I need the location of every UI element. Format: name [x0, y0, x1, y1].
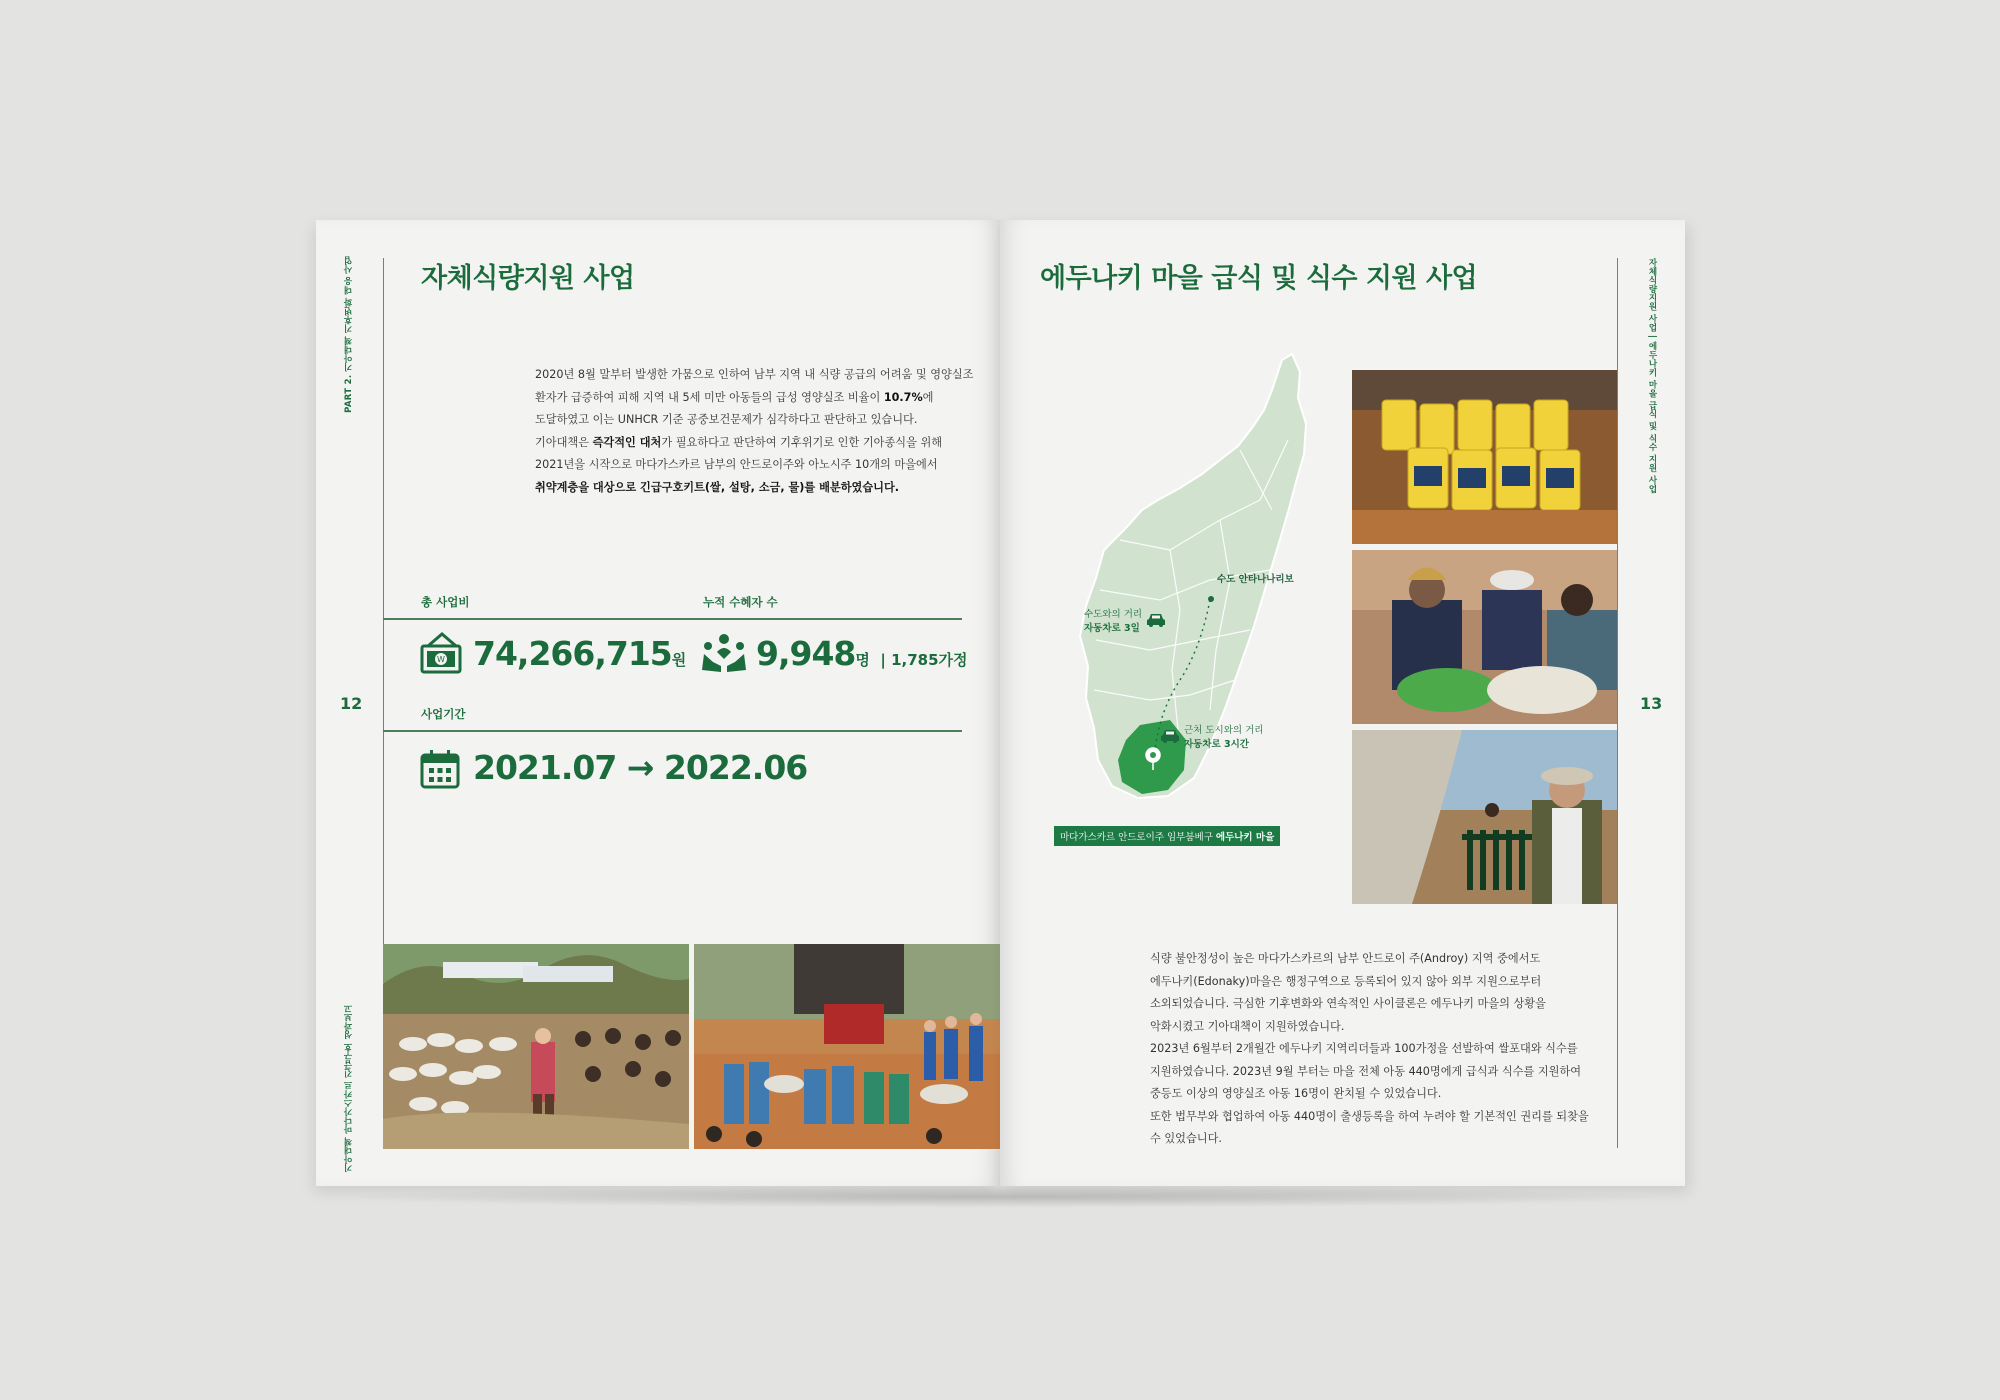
- left-side-label: PART 2. 기아대책 기후변화 대응 사업: [344, 256, 354, 413]
- photo-meal-preparation: [1352, 550, 1617, 724]
- emphasis-text: 취약계층을 대상으로 긴급구호키트(쌀, 설탕, 소금, 물)를 배분하였습니다.: [535, 480, 900, 494]
- right-paragraph-line: 또한 법무부와 협업하여 아동 440명이 출생등록을 하여 누려야 할 기본적인 권리를 되찾을: [1150, 1109, 1589, 1123]
- village-caption-bold: 에두나키 마을: [1215, 832, 1275, 843]
- body-text: 도달하였고 이는 UNHCR 기준 공중보건문제가 심각하다고 판단하고 있습니다.: [535, 413, 918, 426]
- stats-divider-2: [383, 730, 962, 732]
- distance-city-title: 근처 도시와의 거리: [1184, 725, 1264, 736]
- distance-city-label: [1184, 724, 1263, 752]
- households-count: | 1,785가정: [880, 651, 968, 669]
- emphasis-text: 즉각적인 대처: [592, 435, 662, 449]
- right-body-paragraph: [1150, 948, 1589, 1151]
- emphasis-text: 10.7%: [883, 390, 923, 404]
- left-page: [316, 220, 1000, 1186]
- capital-label: 수도 안타나나리보: [1217, 574, 1294, 585]
- right-paragraph-line: 소외되었습니다. 극심한 기후변화와 연속적인 사이클론은 에두나키 마을의 상황을: [1150, 997, 1546, 1010]
- period-value: 2021.07 → 2022.06: [473, 748, 808, 787]
- right-paragraph-line: 2023년 6월부터 2개월간 에두나키 지역리더들과 100가정을 선발하여 쌀포대와 식수를: [1150, 1042, 1578, 1055]
- people-hands-icon: [701, 632, 747, 674]
- beneficiary-label: 누적 수혜자 수: [703, 595, 778, 609]
- photo-food-distribution-2: [694, 944, 1000, 1149]
- distance-city-value: 자동차로 3시간: [1184, 739, 1249, 750]
- beneficiary-unit: 명: [855, 651, 870, 669]
- body-text: 가 필요하다고 판단하여 기후위기로 인한 기아종식을 위해: [661, 435, 943, 449]
- money-icon: [420, 632, 462, 674]
- car-icon-capital: [1146, 612, 1166, 628]
- stats-divider-1: [383, 618, 962, 620]
- budget-value: 74,266,715: [473, 634, 672, 673]
- left-paragraph-line: [535, 409, 973, 432]
- budget-label: 총 사업비: [421, 595, 470, 609]
- car-icon-city: [1160, 728, 1180, 744]
- right-paragraph-line: 식량 불안정성이 높은 마다가스카르의 남부 안드로이 주(Androy) 지역 중에서도: [1150, 952, 1541, 965]
- beneficiary-value-wrap: [756, 634, 968, 673]
- beneficiary-value: 9,948: [756, 634, 856, 673]
- left-intro-paragraph: [535, 364, 973, 499]
- page-number-right: 13: [1640, 694, 1663, 713]
- body-text: 기아대책은: [535, 435, 593, 449]
- page-title-left: 자체식량지원 사업: [421, 263, 635, 294]
- right-side-label: 자체식량지원 사업 | 에두나키 마을 급식 및 식수 지원 사업: [1647, 258, 1657, 494]
- body-text: 2021년을 시작으로 마다가스카르 남부의 안드로이주와 아노시주 10개의 마을에서: [535, 458, 938, 471]
- left-footer-label: 기아대책 마다가스카르 긴급구호 성과보고: [344, 1004, 354, 1173]
- body-text: 환자가 급증하여 피해 지역 내 5세 미만 아동들의 급성 영양실조 비율이: [535, 390, 884, 404]
- right-paragraph-line: 악화시켰고 기아대책이 지원하였습니다.: [1150, 1019, 1345, 1033]
- right-margin-rule: [1617, 258, 1618, 1148]
- left-paragraph-line: [535, 387, 973, 410]
- left-paragraph-line: [535, 454, 973, 477]
- village-caption: [1054, 826, 1280, 846]
- budget-unit: 원: [671, 651, 687, 669]
- right-page: [1000, 220, 1685, 1186]
- right-paragraph-line: 수 있었습니다.: [1150, 1132, 1222, 1145]
- period-label: 사업기간: [421, 707, 466, 721]
- right-paragraph-line: 에두나키(Edonaky)마을은 행정구역으로 등록되어 있지 않아 외부 지원으로부터: [1150, 974, 1542, 988]
- madagascar-map: [1060, 350, 1320, 825]
- right-paragraph-line: 지원하였습니다. 2023년 9월 부터는 마을 전체 아동 440명에게 급식과 식수를 지원하여: [1150, 1064, 1582, 1078]
- distance-capital-value: 자동차로 3일: [1084, 623, 1140, 634]
- budget-value-wrap: [473, 634, 686, 673]
- distance-capital-label: [1084, 608, 1142, 636]
- photo-village-children: [1352, 730, 1617, 904]
- photo-food-distribution-1: [383, 944, 689, 1149]
- body-text: 에: [922, 390, 934, 404]
- village-caption-prefix: 마다가스카르 안드로이주 임부붐베구: [1060, 832, 1216, 843]
- photo-water-jerrycans: [1352, 370, 1617, 544]
- spread-shadow: [340, 1186, 1670, 1208]
- left-paragraph-line: [535, 477, 973, 500]
- calendar-icon: [420, 749, 460, 789]
- right-paragraph-line: 중등도 이상의 영양실조 아동 16명이 완치될 수 있었습니다.: [1150, 1087, 1442, 1100]
- distance-capital-title: 수도와의 거리: [1084, 609, 1143, 620]
- page-title-right: 에두나키 마을 급식 및 식수 지원 사업: [1040, 263, 1478, 294]
- left-paragraph-line: [535, 432, 973, 455]
- svg-text:W: W: [437, 655, 445, 664]
- page-number-left: 12: [340, 694, 363, 713]
- body-text: 2020년 8월 말부터 발생한 가뭄으로 인하여 남부 지역 내 식량 공급의 어려움 및 영양실조: [535, 368, 974, 381]
- left-paragraph-line: [535, 364, 973, 387]
